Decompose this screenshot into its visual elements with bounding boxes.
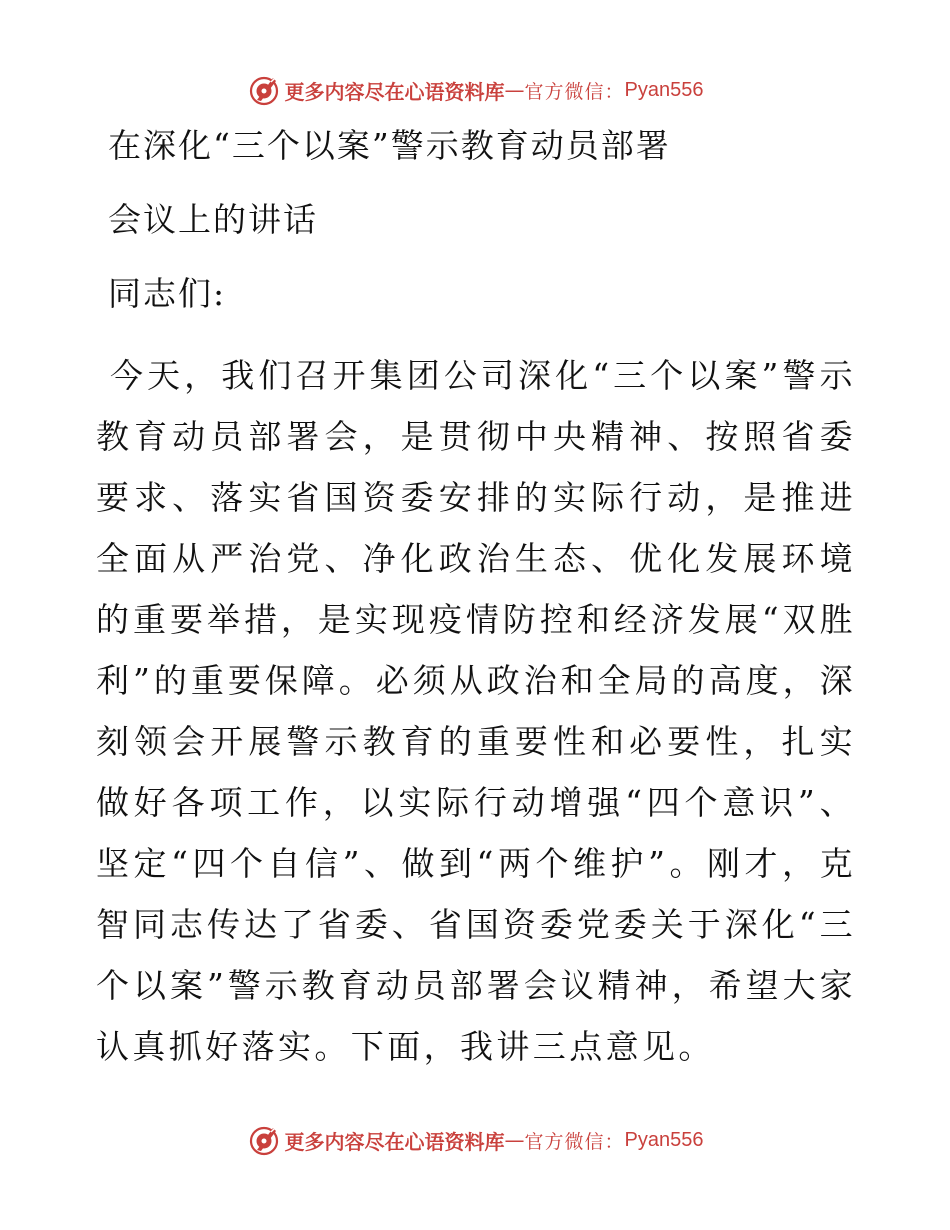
watermark-wechat-id: Pyan556 <box>624 78 704 101</box>
watermark-wechat-label: 官方微信： <box>524 1130 625 1153</box>
watermark-wechat-id: Pyan556 <box>624 1128 704 1151</box>
watermark-wechat-label: 官方微信： <box>524 80 625 103</box>
watermark-separator: — <box>504 78 525 102</box>
salutation: 同志们: <box>108 274 227 313</box>
header-watermark-banner <box>0 70 950 110</box>
speech-paragraph: 今天，我们召开集团公司深化“三个以案”警示教育动员部署会，是贯彻中央精神、按照省委要求、落实省国资委安排的实际行动，是推进全面从严治党、净化政治生态、优化发展环境的重要举措，是实现疫情防控和经济发展“双胜利”的重要保障。必须从政治和全局的高度，深刻领会开展警示教育的重要性和必要性，扎实做好各项工作，以实际行动增强“四个意识”、坚定“四个自信”、做到“两个维护”。刚才，克智同志传达了省委、省国资委党委关于深化“三个以案”警示教育动员部署会议精神，希望大家认真抓好落实。下面，我讲三点意见。 <box>96 356 856 1066</box>
watermark-separator: — <box>504 1128 525 1152</box>
quill-seal-icon <box>247 1123 281 1157</box>
quill-seal-icon <box>247 73 281 107</box>
footer-watermark-banner <box>0 1120 950 1160</box>
document-title-line-2: 会议上的讲话 <box>108 200 318 239</box>
watermark-text: 更多内容尽在心语资料库 <box>284 1129 505 1154</box>
document-title-line-1: 在深化“三个以案”警示教育动员部署 <box>108 126 671 165</box>
watermark-text: 更多内容尽在心语资料库 <box>284 79 505 104</box>
